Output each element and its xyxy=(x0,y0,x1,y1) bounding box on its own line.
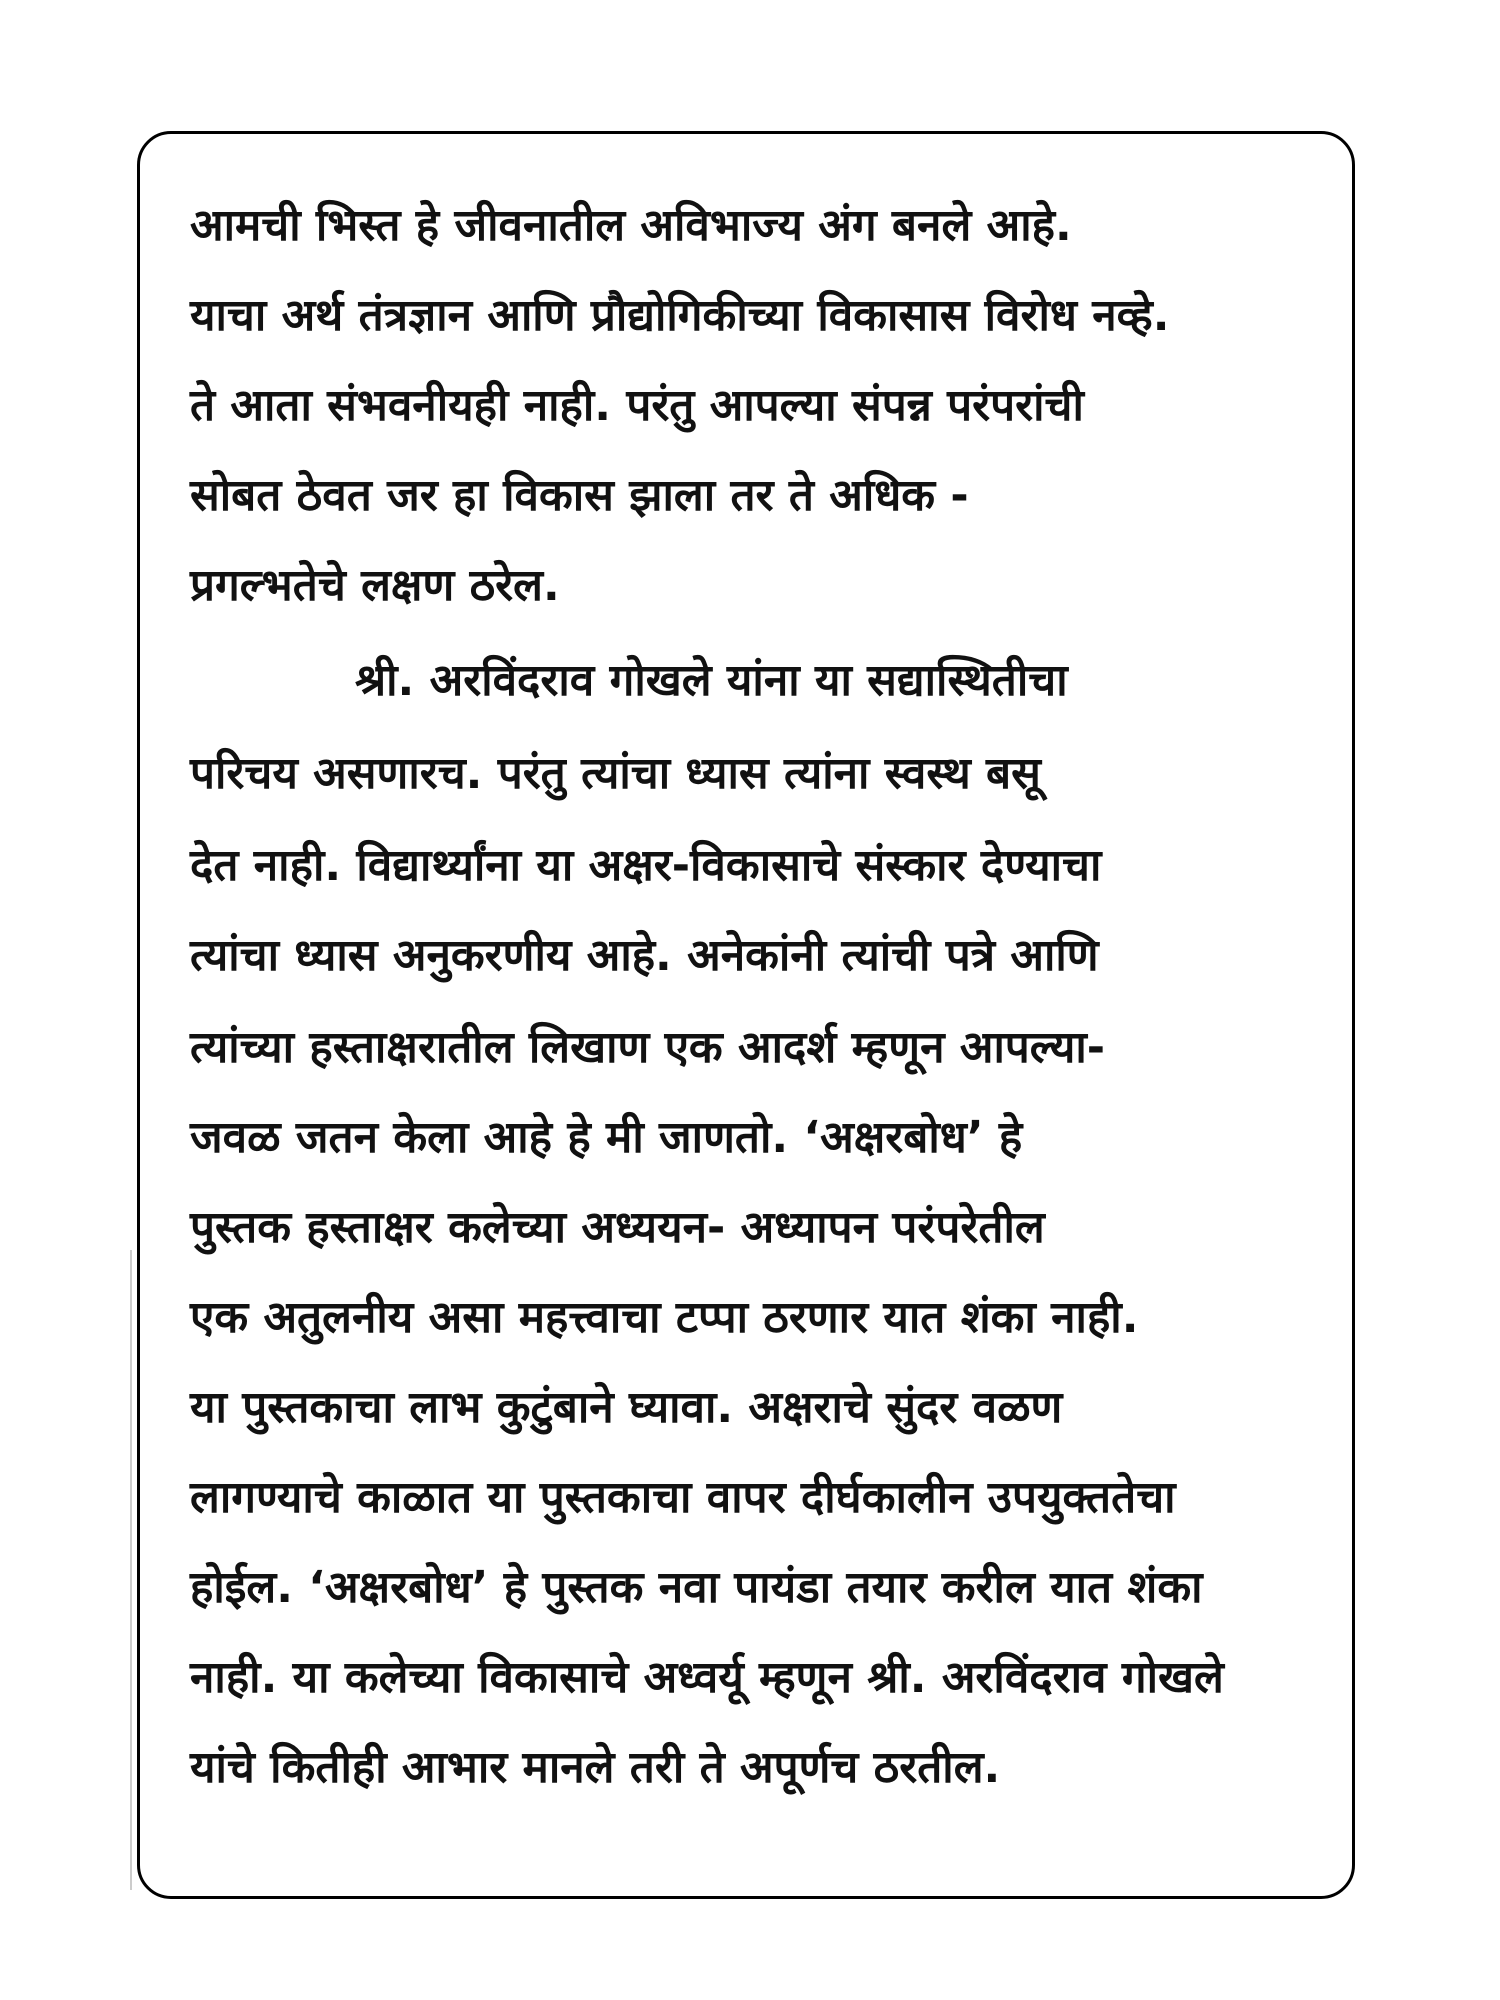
text-line-18: यांचे कितीही आभार मानले तरी ते अपूर्णच ठरतील. xyxy=(190,1742,1001,1793)
text-line-7: परिचय असणारच. परंतु त्यांचा ध्यास त्यांना स्वस्थ बसू xyxy=(190,748,1041,799)
text-line-13: एक अतुलनीय असा महत्त्वाचा टप्पा ठरणार यात शंका नाही. xyxy=(190,1292,1139,1343)
text-line-4: सोबत ठेवत जर हा विकास झाला तर ते अधिक - xyxy=(190,470,969,521)
text-line-6: श्री. अरविंदराव गोखले यांना या सद्यास्थितीचा xyxy=(355,655,1068,706)
text-line-9: त्यांचा ध्यास अनुकरणीय आहे. अनेकांनी त्यांची पत्रे आणि xyxy=(190,930,1099,981)
text-line-15: लागण्याचे काळात या पुस्तकाचा वापर दीर्घकालीन उपयुक्ततेचा xyxy=(190,1472,1176,1523)
text-line-1: आमची भिस्त हे जीवनातील अविभाज्य अंग बनले आहे. xyxy=(190,200,1072,251)
text-line-5: प्रगल्भतेचे लक्षण ठरेल. xyxy=(190,560,560,611)
text-line-3: ते आता संभवनीयही नाही. परंतु आपल्या संपन्न परंपरांची xyxy=(190,380,1084,431)
text-line-10: त्यांच्या हस्ताक्षरातील लिखाण एक आदर्श म्हणून आपल्या- xyxy=(190,1022,1106,1073)
text-line-16: होईल. ‘अक्षरबोध’ हे पुस्तक नवा पायंडा तयार करील यात शंका xyxy=(190,1562,1203,1613)
scan-edge-mark xyxy=(130,1250,132,1890)
text-line-8: देत नाही. विद्यार्थ्यांना या अक्षर-विकासाचे संस्कार देण्याचा xyxy=(190,840,1102,891)
text-line-11: जवळ जतन केला आहे हे मी जाणतो. ‘अक्षरबोध’ हे xyxy=(190,1112,1023,1163)
text-line-12: पुस्तक हस्ताक्षर कलेच्या अध्ययन- अध्यापन परंपरेतील xyxy=(190,1202,1045,1253)
text-line-14: या पुस्तकाचा लाभ कुटुंबाने घ्यावा. अक्षराचे सुंदर वळण xyxy=(190,1382,1063,1433)
text-line-17: नाही. या कलेच्या विकासाचे अध्वर्यू म्हणून श्री. अरविंदराव गोखले xyxy=(190,1652,1224,1703)
text-line-2: याचा अर्थ तंत्रज्ञान आणि प्रौद्योगिकीच्या विकासास विरोध नव्हे. xyxy=(190,290,1170,341)
